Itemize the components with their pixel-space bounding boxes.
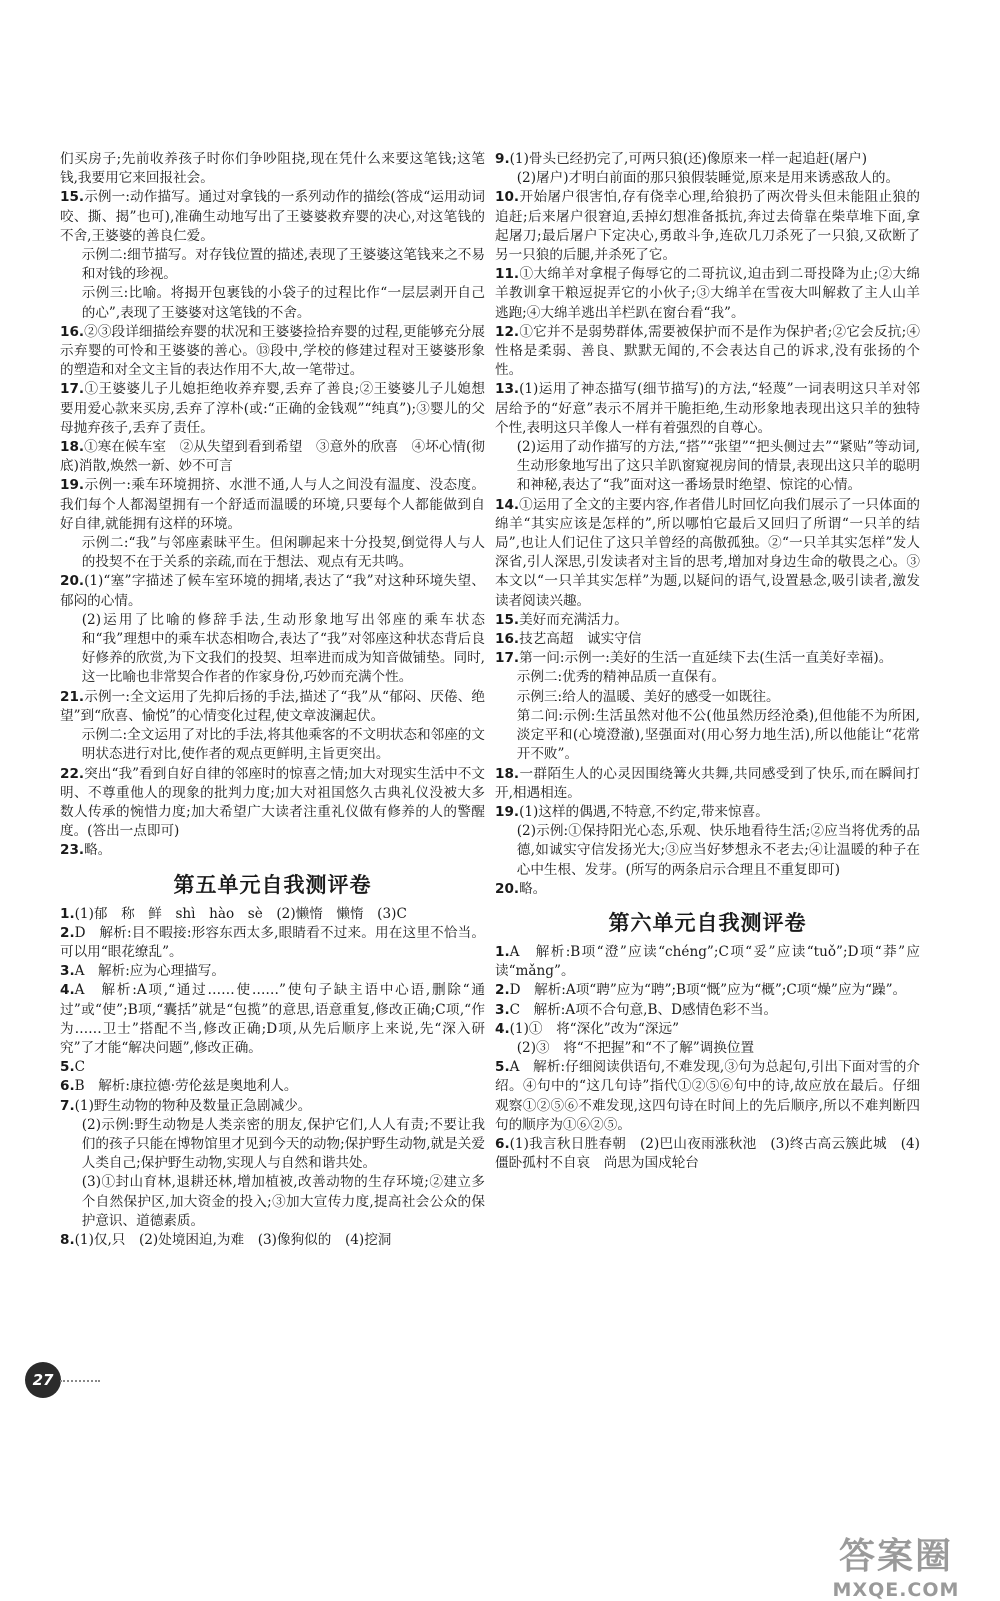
answer-item [495, 630, 920, 649]
question-number: 5. [60, 1059, 75, 1076]
answer-text: (1)野生动物的物种及数量正急剧减少。 [74, 1097, 312, 1114]
answer-text: 示例一:乘车环境拥挤、水泄不通,人与人之间没有温度、没态度。我们每个人都渴望拥有一个舒适而温暖的环境,只要每个人都能做到自好自律,就能拥有这样的环境。 [60, 477, 485, 532]
answer-text: ①它并不是弱势群体,需要被保护而不是作为保护者;②它会反抗;④性格是柔弱、善良、默默无闻的,不会表达自己的诉求,没有张扬的个性。 [495, 323, 920, 379]
question-number: 13. [495, 381, 520, 398]
question-number: 20. [495, 880, 520, 897]
question-number: 2. [60, 924, 75, 941]
answer-item [60, 1231, 485, 1250]
answer-continuation: (2)示例:野生动物是人类亲密的朋友,保护它们,人人有责;不要让我们的孩子只能在博物馆里才见到今天的动物;保护野生动物,就是关爱人类自己;保护野生动物,实现人与自然和谐共处。 [81, 1116, 485, 1172]
question-number: 20. [60, 573, 85, 590]
answer-text: 们买房子;先前收养孩子时你们争吵阻挠,现在凭什么来要这笔钱;这笔钱,我要用它来回报社会。 [60, 151, 485, 187]
answer-continuation: (3)①封山育林,退耕还林,增加植被,改善动物的生存环境;②建立多个自然保护区,加大资金的投入;③加大宣传力度,提高社会公众的保护意识、道德素质。 [81, 1174, 485, 1229]
answer-text: A 解析:A项,“通过……使……”使句子缺主语中心语,删除“通过”或“使”;B项,“囊括”就是“包揽”的意思,语意重复,修改正确;C项,“作为……卫士”搭配不当,修改正确;D项,从先后顺序上来说,先“深入研究”了才能“解决问题”,修改正确。 [60, 982, 485, 1056]
answer-continuation: 示例三:给人的温暖、美好的感受一如既往。 [516, 688, 780, 705]
section-heading: 第六单元自我测评卷 [608, 909, 807, 935]
answer-text: (1)运用了神态描写(细节描写)的方法,“轻蔑”一词表明这只羊对邻居给予的“好意”表示不屑并干脆拒绝,生动形象地表现出这只羊的独特个性,表明这只羊像人一样有着强烈的自尊心。 [495, 381, 920, 436]
answer-continuation: (2)③ 将“不把握”和“不了解”调换位置 [516, 1039, 755, 1056]
answer-item [60, 150, 485, 188]
question-number: 1. [495, 943, 510, 960]
answer-text: 示例一:全文运用了先抑后扬的手法,描述了“我”从“郁闷、厌倦、绝望”到“欣喜、愉悦”的心情变化过程,使文章波澜起伏。 [60, 688, 485, 724]
answer-text: ①运用了全文的主要内容,作者借儿时回忆向我们展示了一只体面的绵羊“其实应该是怎样的”,所以哪怕它最后又回归了所谓“一只羊的结局”,也让人们记住了这只羊曾经的高傲孤独。②“一只羊其实怎样”发人深省,引人深思,引发读者对主旨的思考,增加对身边生命的敬畏之心。③本文以“一只羊其实怎样”为题,以疑问的语气,设置悬念,吸引读者,激发读者阅读兴趣。 [495, 496, 920, 609]
question-number: 6. [495, 1135, 510, 1152]
page-number: 27 [25, 1362, 61, 1398]
question-number: 15. [495, 611, 520, 628]
answer-item [60, 188, 485, 246]
left-column [60, 150, 485, 1250]
answer-continuation: 示例三:比喻。将揭开包裹钱的小袋子的过程比作“一层层剥开自己的心”,表现了王婆婆对这笔钱的不舍。 [81, 285, 485, 321]
answer-item [60, 962, 485, 981]
answer-item [60, 438, 485, 476]
question-number: 1. [60, 905, 75, 922]
question-number: 18. [60, 439, 85, 456]
answer-item [60, 905, 485, 924]
answer-item [495, 649, 920, 668]
answer-item [495, 150, 920, 169]
answer-item [60, 924, 485, 962]
answer-text: (1)这样的偶遇,不特意,不约定,带来惊喜。 [519, 803, 769, 820]
watermark-logo [806, 1528, 986, 1601]
question-number: 12. [495, 323, 520, 340]
question-number: 16. [60, 323, 85, 340]
answer-item [495, 1001, 920, 1020]
answer-text: 美好而充满活力。 [519, 611, 628, 628]
question-number: 8. [60, 1231, 75, 1248]
question-number: 6. [60, 1078, 75, 1095]
answer-continuation: 示例二:优秀的精神品质一直保有。 [516, 669, 726, 686]
question-number: 10. [495, 189, 520, 206]
question-number: 9. [495, 151, 510, 167]
question-number: 15. [60, 189, 85, 206]
answer-item [60, 1097, 485, 1116]
answer-item [495, 1135, 920, 1173]
answer-continuation: (2)运用了比喻的修辞手法,生动形象地写出邻座的乘车状态和“我”理想中的乘车状态相吻合,表达了“我”对邻座这种状态背后良好修养的欣赏,为下文我们的投契、坦率进而成为知音做铺垫。同时,这一比喻也非常契合作者的作家身份,巧妙而充满个性。 [81, 611, 485, 686]
answer-text: D 解析:A项“聘”应为“聘”;B项“慨”应为“概”;C项“燥”应为“躁”。 [509, 982, 907, 999]
answer-text: (1)① 将“深化”改为“深远” [509, 1020, 680, 1037]
answer-continuation: 示例二:“我”与邻座素昧平生。但闲聊起来十分投契,倒觉得人与人的投契不在于关系的亲疏,而在于想法、观点有无共鸣。 [81, 535, 485, 571]
answer-text: ①寒在候车室 ②从失望到看到希望 ③意外的欣喜 ④坏心情(彻底)消散,焕然一新、妙不可言 [60, 439, 485, 475]
question-number: 22. [60, 765, 85, 782]
answer-text: 一群陌生人的心灵因围绕篝火共舞,共同感受到了快乐,而在瞬间打开,相遇相连。 [495, 765, 920, 801]
answer-text: (1)仅,只 (2)处境困迫,为难 (3)像狗似的 (4)挖洞 [74, 1231, 392, 1248]
answer-item [495, 188, 920, 265]
answer-continuation: (2)运用了动作描写的方法,“搭”“张望”“把头侧过去”“紧贴”等动词,生动形象地写出了这只羊趴窗窥视房间的情景,表现出这只羊的聪明和神秘,表达了“我”面对这一番场景时绝望、惊诧的心情。 [516, 439, 920, 494]
answer-continuation: 示例二:全文运用了对比的手法,将其他乘客的不文明状态和邻座的文明状态进行对比,使作者的观点更鲜明,主旨更突出。 [81, 727, 485, 763]
watermark-url: MXQE.COM [832, 1579, 960, 1601]
question-number: 3. [60, 963, 75, 980]
answer-text: A 解析:应为心理描写。 [74, 963, 225, 980]
answer-text: 略。 [84, 842, 112, 859]
watermark-mark: 答案圈 [838, 1536, 953, 1577]
right-column [495, 150, 920, 1173]
question-number: 5. [495, 1059, 510, 1076]
section-heading: 第五单元自我测评卷 [173, 871, 372, 897]
answer-item [495, 943, 920, 981]
answer-text: C [74, 1059, 86, 1076]
answer-text: 突出“我”看到自好自律的邻座时的惊喜之情;加大对现实生活中不文明、不尊重他人的现象的批判力度;加大对祖国悠久古典礼仪没被大多数人传承的惋惜力度;加大希望广大读者注重礼仪做有修养的人的警醒度。(答出一点即可) [60, 765, 485, 840]
answer-text: D 解析:目不暇接:形容东西太多,眼睛看不过来。用在这里不恰当。可以用“眼花缭乱”。 [60, 924, 485, 960]
answer-text: (1)“塞”字描述了候车室环境的拥堵,表达了“我”对这种环境失望、郁闷的心情。 [60, 573, 485, 609]
answer-item [60, 981, 485, 1058]
question-number: 17. [495, 650, 520, 667]
answer-item [495, 265, 920, 323]
answer-text: C 解析:A项不合句意,B、D感情色彩不当。 [509, 1001, 778, 1018]
question-number: 19. [60, 477, 85, 494]
answer-text: 开始屠户很害怕,存有侥幸心理,给狼扔了两次骨头但未能阻止狼的追赶;后来屠户很窘迫,丢掉幻想准备抵抗,奔过去倚靠在柴草堆下面,拿起屠刀;最后屠户下定决心,勇敢斗争,连砍几刀杀死了一只狼,又砍断了另一只狼的后腿,并杀死了它。 [495, 189, 920, 264]
answer-text: A 解析:B项“澄”应读“chéng”;C项“妥”应读“tuǒ”;D项“莽”应读“mǎng”。 [495, 943, 920, 980]
answer-continuation: 第二问:示例:生活虽然对他不公(他虽然历经沧桑),但他能不为所困,淡定平和(心境澄澈),坚强面对(用心努力地生活),所以他能让“花常开不败”。 [516, 707, 920, 763]
question-number: 19. [495, 803, 520, 820]
answer-item [60, 572, 485, 610]
answer-text: 技艺高超 诚实守信 [519, 631, 642, 648]
question-number: 4. [60, 982, 75, 999]
answer-text: ①王婆婆儿子儿媳拒绝收养弃婴,丢弃了善良;②王婆婆儿子儿媳想要用爱心款来买房,丢弃了淳朴(或:“正确的金钱观”“纯真”);③婴儿的父母抛弃孩子,丢弃了责任。 [60, 381, 485, 436]
answer-item [60, 765, 485, 842]
answer-text: (1)我言秋日胜春朝 (2)巴山夜雨涨秋池 (3)终古高云簇此城 (4)僵卧孤村不自哀 尚思为国戍轮台 [495, 1135, 920, 1172]
question-number: 4. [495, 1020, 510, 1037]
answer-text: 第一问:示例一:美好的生活一直延续下去(生活一直美好幸福)。 [519, 650, 893, 667]
answer-item [60, 323, 485, 381]
answer-text: B 解析:康拉德·劳伦兹是奥地利人。 [74, 1078, 298, 1095]
answer-item [60, 1077, 485, 1096]
answer-item [495, 323, 920, 381]
answer-item [60, 841, 485, 860]
answer-item [60, 1058, 485, 1077]
page-number-rule [60, 1380, 100, 1382]
answer-item [60, 476, 485, 534]
question-number: 18. [495, 765, 520, 782]
question-number: 21. [60, 688, 85, 705]
answer-item [495, 496, 920, 611]
answer-text: A 解析:仔细阅读供语句,不难发现,③句为总起句,引出下面对雪的介绍。④句中的“这几句诗”指代①②⑤⑥句中的诗,故应放在最后。仔细观察①②⑤⑥不难发现,这四句诗在时间上的先后顺序,所以不难判断四句的顺序为①⑥②⑤。 [495, 1059, 920, 1133]
answer-text: ②③段详细描绘弃婴的状况和王婆婆捡拾弃婴的过程,更能够充分展示弃婴的可怜和王婆婆的善心。⑬段中,学校的修建过程对王婆婆形象的塑造和对全文主旨的表达作用不大,故一笔带过。 [60, 323, 485, 379]
answer-item [495, 765, 920, 803]
question-number: 11. [495, 266, 520, 283]
answer-text: ①大绵羊对拿棍子侮辱它的二哥抗议,迫击到二哥投降为止;②大绵羊教训拿干粮逗捉弄它的小伙子;③大绵羊在雪夜大叫解救了主人山羊逃跑;④大绵羊逃出羊栏趴在窗台看“我”。 [495, 266, 920, 321]
answer-item [495, 1058, 920, 1135]
answer-item [495, 880, 920, 899]
answer-item [495, 1020, 920, 1039]
question-number: 23. [60, 842, 85, 859]
answer-item [495, 803, 920, 822]
answer-text: 略。 [519, 880, 547, 897]
answer-text: (1)骨头已经扔完了,可两只狼(还)像原来一样一起追赶(屠户) [509, 151, 868, 167]
answer-continuation: (2)示例:①保持阳光心态,乐观、快乐地看待生活;②应当将优秀的品德,如诚实守信发扬光大;③应当好梦想永不老去;④让温暖的种子在心中生根、发芽。(所写的两条启示合理且不重复即可) [516, 823, 920, 878]
answer-text: 示例一:动作描写。通过对拿钱的一系列动作的描绘(答成“运用动词咬、撕、揭”也可),准确生动地写出了王婆婆救弃婴的决心,对这笔钱的不舍,王婆婆的善良仁爱。 [60, 189, 485, 244]
answer-item [60, 688, 485, 726]
answer-item [495, 981, 920, 1000]
question-number: 2. [495, 982, 510, 999]
question-number: 3. [495, 1001, 510, 1018]
answer-continuation: 示例二:细节描写。对存钱位置的描述,表现了王婆婆这笔钱来之不易和对钱的珍视。 [81, 247, 485, 283]
question-number: 16. [495, 631, 520, 648]
answer-item [60, 380, 485, 438]
answer-item [495, 611, 920, 630]
question-number: 17. [60, 381, 85, 398]
answer-item [495, 380, 920, 438]
answer-continuation: (2)屠户)才明白前面的那只狼假装睡觉,原来是用来诱惑敌人的。 [516, 170, 900, 187]
question-number: 14. [495, 496, 520, 513]
answer-text: (1)郁 称 鲜 shì hào sè (2)懒惰 懒惰 (3)C [74, 905, 407, 922]
question-number: 7. [60, 1097, 75, 1114]
